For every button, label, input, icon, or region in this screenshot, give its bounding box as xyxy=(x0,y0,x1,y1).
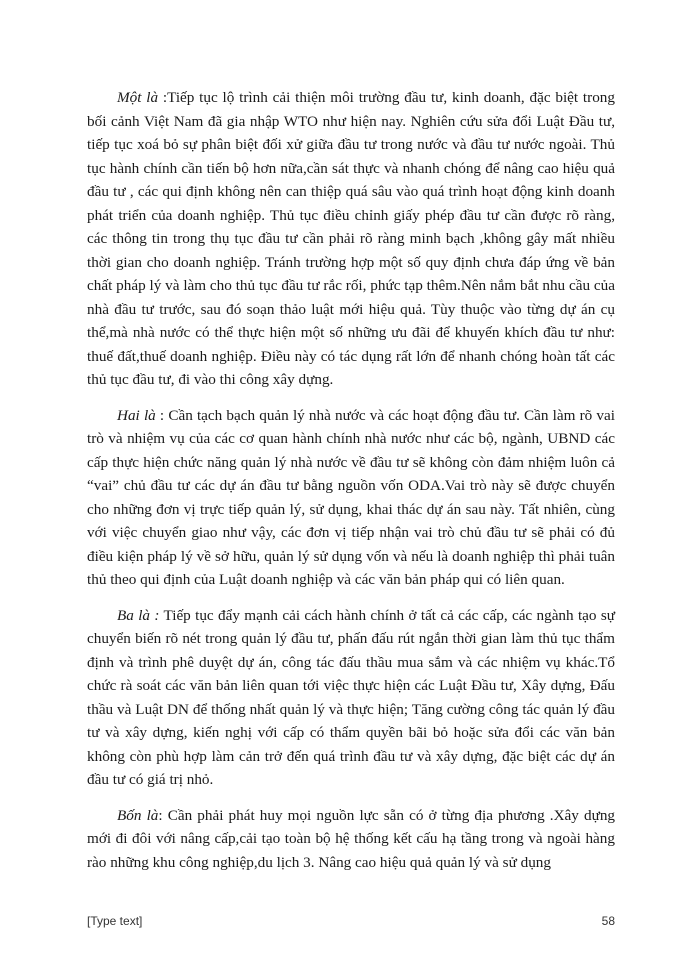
paragraph-text: : Cần tạch bạch quản lý nhà nước và các hoạt động đầu tư. Cần làm rõ vai trò và nhiệm vụ của các cơ quan hành chính nhà nước như các bộ, ngành, UBND các cấp thực hiện chức năng quản lý nhà nước về đầu tư sẽ không còn đảm nhiệm luôn cả “vai” chủ đầu tư các dự án đầu tư bằng nguồn vốn ODA.Vai trò này sẽ được chuyển cho những đơn vị trực tiếp quản lý, sử dụng, khai thác dự án sau này. Tất nhiên, cùng với việc chuyển giao như vậy, các đơn vị tiếp nhận vai trò chủ đầu tư sẽ phải có đủ điều kiện pháp lý về sở hữu, quản lý sử dụng vốn và nếu là doanh nghiệp thì phải tuân thủ theo qui định của Luật doanh nghiệp và các văn bản pháp qui có liên quan. xyxy=(87,406,615,588)
paragraph-lead: Hai là xyxy=(117,406,156,424)
paragraph-lead: Một là xyxy=(117,89,159,106)
paragraph-text: : Cần phải phát huy mọi nguồn lực sẵn có ở từng địa phương .Xây dựng mới đi đôi với nâng cấp,cải tạo toàn bộ hệ thống kết cấu hạ tầng trong và ngoài hàng rào những khu công nghiệp,du lịch 3. Nâng cao hiệu quả quản lý và sử dụng xyxy=(87,806,616,871)
paragraph-lead: Ba là : xyxy=(117,606,160,624)
paragraph-lead: Bốn là xyxy=(117,806,159,824)
paragraph-ba-la xyxy=(87,604,615,792)
paragraph-hai-la xyxy=(87,404,615,592)
paragraph-text: :Tiếp tục lộ trình cải thiện môi trường đầu tư, kinh doanh, đặc biệt trong bối cảnh Việt Nam đã gia nhập WTO như hiện nay. Nghiên cứu sửa đổi Luật Đầu tư, tiếp tục xoá bỏ sự phân biệt đối xử giữa đầu tư trong nước và đầu tư nước ngoài. Thủ tục hành chính cần tiến bộ hơn nữa,cần sát thực và nhanh chóng để nâng cao hiệu quả đầu tư , các qui định không nên can thiệp quá sâu vào quá trình hoạt động kinh doanh phát triển của doanh nghiệp. Thủ tục điều chỉnh giấy phép đầu tư cần được rõ ràng, các thông tin trong thụ tục đầu tư cần phải rõ ràng minh bạch ,không gây mất nhiều thời gian cho doanh nghiệp. Tránh trường hợp một số quy định chưa đáp ứng về bản chất pháp lý và làm cho thủ tục đầu tư rắc rối, phức tạp thêm.Nên nắm bắt nhu cầu của nhà đầu tư trước, sau đó soạn thảo luật mới hiệu quả. Tùy thuộc vào từng dự án cụ thể,mà nhà nước có thể thực hiện một số những ưu đãi để khuyến khích đầu tư như: thuế đất,thuế doanh nghiệp. Điều này có tác dụng rất lớn để nhanh chóng hoàn tất các thủ tục đầu tư, đi vào thi công xây dựng. xyxy=(87,89,615,388)
page-footer xyxy=(87,914,615,928)
document-body xyxy=(87,86,615,874)
paragraph-mot-la xyxy=(87,86,615,392)
paragraph-bon-la xyxy=(87,804,615,875)
page-number: 58 xyxy=(601,914,615,928)
footer-placeholder-text: [Type text] xyxy=(87,914,143,928)
paragraph-text: Tiếp tục đẩy mạnh cải cách hành chính ở tất cả các cấp, các ngành tạo sự chuyển biến rõ nét trong quản lý đầu tư, phấn đấu rút ngắn thời gian làm thủ tục thẩm định và trình phê duyệt dự án, công tác đấu thầu mua sắm và các nhiệm vụ khác.Tổ chức rà soát các văn bản liên quan tới việc thực hiện các Luật Đầu tư, Xây dựng, Đấu thầu và Luật DN để thống nhất quản lý và thực hiện; Tăng cường công tác quản lý đầu tư và xây dựng, kiến nghị với cấp có thẩm quyền bãi bỏ hoặc sửa đổi các văn bản không còn phù hợp làm cản trở đến quá trình đầu tư và xây dựng, đặc biệt các dự án đầu tư có giá trị nhỏ. xyxy=(87,606,615,788)
